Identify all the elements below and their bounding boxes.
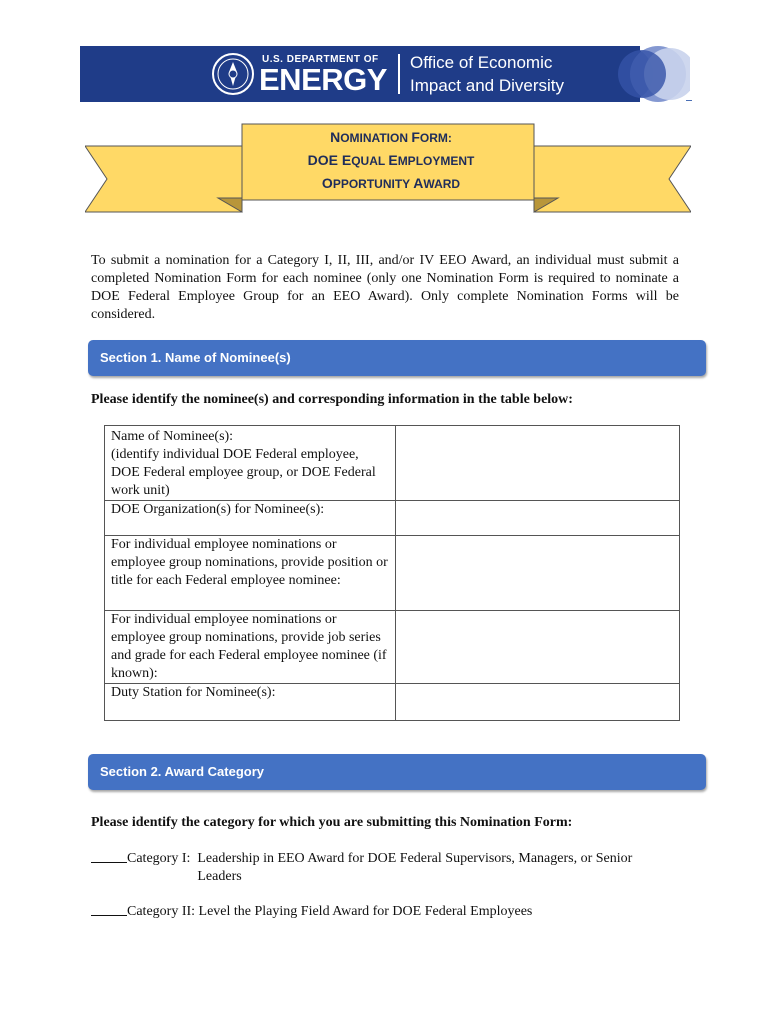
section-1-title: Section 1. Name of Nominee(s) (100, 350, 291, 365)
divider (686, 100, 692, 101)
office-name-line2: Impact and Diversity (410, 76, 564, 95)
energy-wordmark: ENERGY (259, 62, 387, 97)
row-label (105, 426, 396, 501)
duty-station-field[interactable] (396, 684, 680, 721)
banner-circles-graphic (580, 46, 690, 102)
category-option (91, 903, 691, 922)
category-option (91, 850, 691, 886)
category-name: Category II: (127, 904, 196, 919)
table-row (105, 611, 680, 684)
banner-divider (398, 54, 400, 94)
intro-paragraph: To submit a nomination for a Category I, II, III, and/or IV EEO Award, an individual must submit a completed Nomination Form for each nominee (only one Nomination Form is required to nominate a DOE Federal Employee Group for an EEO Award). Only complete Nomination Forms will be considered. (91, 253, 679, 322)
doe-seal-icon (211, 52, 255, 96)
row-label-subtext: (identify individual DOE Federal employee, DOE Federal employee group, or DOE Federal work unit) (111, 447, 376, 498)
form-title (242, 126, 540, 195)
row-label: For individual employee nominations or employee group nominations, provide job series and grade for each Federal employee nominee (if known): (105, 611, 396, 684)
office-name-line1: Office of Economic (410, 53, 553, 72)
section-1-header (88, 340, 706, 376)
title-line-3: OPPORTUNITY AWARD (321, 175, 461, 191)
section-2-header (88, 754, 706, 790)
category-description: Leadership in EEO Award for DOE Federal Supervisors, Managers, or Senior Leaders (197, 851, 633, 884)
title-line-2: DOE EQUAL EMPLOYMENT (307, 152, 475, 168)
table-row (105, 501, 680, 536)
row-label-text: Name of Nominee(s): (111, 429, 234, 444)
department-label: U.S. DEPARTMENT OF (262, 54, 379, 65)
table-row (105, 536, 680, 611)
nominee-table (104, 425, 680, 721)
section-1-instruction: Please identify the nominee(s) and corresponding information in the table below: (91, 392, 573, 407)
table-row (105, 426, 680, 501)
row-label: For individual employee nominations or employee group nominations, provide position or title for each Federal employee nominee: (105, 536, 396, 611)
category-2-blank[interactable] (91, 903, 127, 916)
row-label: Duty Station for Nominee(s): (105, 684, 396, 721)
row-label: DOE Organization(s) for Nominee(s): (105, 501, 396, 536)
category-description: Level the Playing Field Award for DOE Federal Employees (198, 904, 533, 919)
position-title-field[interactable] (396, 536, 680, 611)
category-1-blank[interactable] (91, 850, 127, 863)
section-2-instruction: Please identify the category for which you are submitting this Nomination Form: (91, 815, 573, 830)
section-2-title: Section 2. Award Category (100, 764, 264, 779)
title-line-1: NOMINATION FORM: (330, 129, 452, 145)
nominee-name-field[interactable] (396, 426, 680, 501)
table-row (105, 684, 680, 721)
job-series-grade-field[interactable] (396, 611, 680, 684)
organization-field[interactable] (396, 501, 680, 536)
category-name: Category I: (127, 851, 191, 866)
